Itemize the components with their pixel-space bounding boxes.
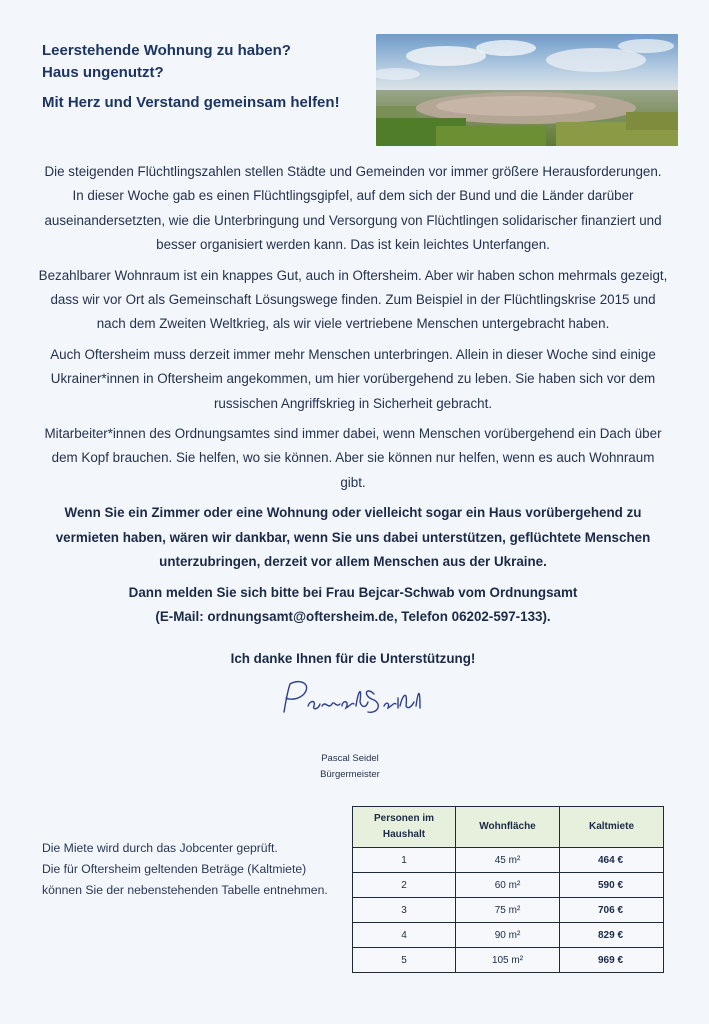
rent-note — [42, 838, 342, 901]
cell-rent: 969 € — [560, 948, 664, 973]
table-row — [353, 848, 664, 873]
cell-persons: 4 — [353, 923, 456, 948]
paragraph-appeal: Wenn Sie ein Zimmer oder eine Wohnung oder vielleicht sogar ein Haus vorübergehend zu vermieten haben, wären wir dankbar, wenn Sie uns dabei unterstützen, geflüchtete Menschen unterzubringen, derzeit vor allem Menschen aus der Ukraine. — [55, 505, 651, 570]
contact-line-2: (E-Mail: ordnungsamt@oftersheim.de, Telefon 06202-597-133). — [155, 608, 551, 624]
aerial-town-photo — [376, 34, 678, 146]
paragraph-2: Bezahlbarer Wohnraum ist ein knappes Gut, auch in Oftersheim. Aber wir haben schon mehrmals gezeigt, dass wir vor Ort als Gemeinschaft Lösungswege finden. Zum Beispiel in der Flüchtlingskrise 2015 und nach dem Zweiten Weltkrieg, als wir viele vertriebene Menschen untergebracht haben. — [38, 267, 668, 332]
cell-persons: 3 — [353, 898, 456, 923]
cell-rent: 464 € — [560, 848, 664, 873]
signer-name: Pascal Seidel — [321, 753, 379, 764]
cell-area: 105 m² — [456, 948, 560, 973]
headline-line-1: Leerstehende Wohnung zu haben? — [42, 42, 291, 59]
cell-persons: 2 — [353, 873, 456, 898]
paragraph-4: Mitarbeiter*innen des Ordnungsamtes sind immer dabei, wenn Menschen vorübergehend ein Dach über dem Kopf brauchen. Sie helfen, wo sie können. Aber sie können nur helfen, wenn es auch Wohnraum gibt. — [44, 426, 662, 490]
contact-line-1: Dann melden Sie sich bitte bei Frau Bejcar-Schwab vom Ordnungsamt — [128, 584, 578, 600]
paragraph-1: Die steigenden Flüchtlingszahlen stellen Städte und Gemeinden vor immer größere Herausforderungen. In dieser Woche gab es einen Flüchtlingsgipfel, auf dem sich der Bund und die Länder darüber auseinandersetzten, wie die Unterbringung und Versorgung von Flüchtlingen solidarischer finanziert und besser organisiert werden kann. Das ist kein leichtes Unterfangen. — [44, 164, 662, 253]
signer-role: Bürgermeister — [320, 769, 380, 780]
note-line-2: Die für Oftersheim geltenden Beträge (Kaltmiete) können Sie der nebenstehenden Tabelle entnehmen. — [42, 862, 328, 897]
column-header-area: Wohnfläche — [456, 807, 560, 848]
thanks-line: Ich danke Ihnen für die Unterstützung! — [230, 651, 476, 667]
cell-area: 75 m² — [456, 898, 560, 923]
cell-area: 90 m² — [456, 923, 560, 948]
cell-rent: 706 € — [560, 898, 664, 923]
note-line-1: Die Miete wird durch das Jobcenter geprüft. — [42, 841, 278, 855]
table-row — [353, 923, 664, 948]
header — [42, 40, 372, 114]
table-row — [353, 898, 664, 923]
cell-persons: 5 — [353, 948, 456, 973]
signature — [260, 672, 440, 732]
headline-line-2: Haus ungenutzt? — [42, 64, 164, 81]
table-row — [353, 873, 664, 898]
column-header-persons: Personen im Haushalt — [353, 807, 456, 848]
headline-line-3: Mit Herz und Verstand gemeinsam helfen! — [42, 94, 340, 111]
cell-rent: 590 € — [560, 873, 664, 898]
table-row — [353, 948, 664, 973]
cell-area: 60 m² — [456, 873, 560, 898]
table-header-row — [353, 807, 664, 848]
cell-area: 45 m² — [456, 848, 560, 873]
signer-block — [260, 751, 440, 783]
letter-body — [38, 160, 668, 678]
cell-persons: 1 — [353, 848, 456, 873]
paragraph-3: Auch Oftersheim muss derzeit immer mehr Menschen unterbringen. Allein in dieser Woche sind einige Ukrainer*innen in Oftersheim angekommen, um hier vorübergehend zu leben. Sie haben sich vor dem russischen Angriffskrieg in Sicherheit gebracht. — [50, 346, 656, 411]
column-header-rent: Kaltmiete — [560, 807, 664, 848]
cell-rent: 829 € — [560, 923, 664, 948]
rent-table — [352, 806, 664, 973]
